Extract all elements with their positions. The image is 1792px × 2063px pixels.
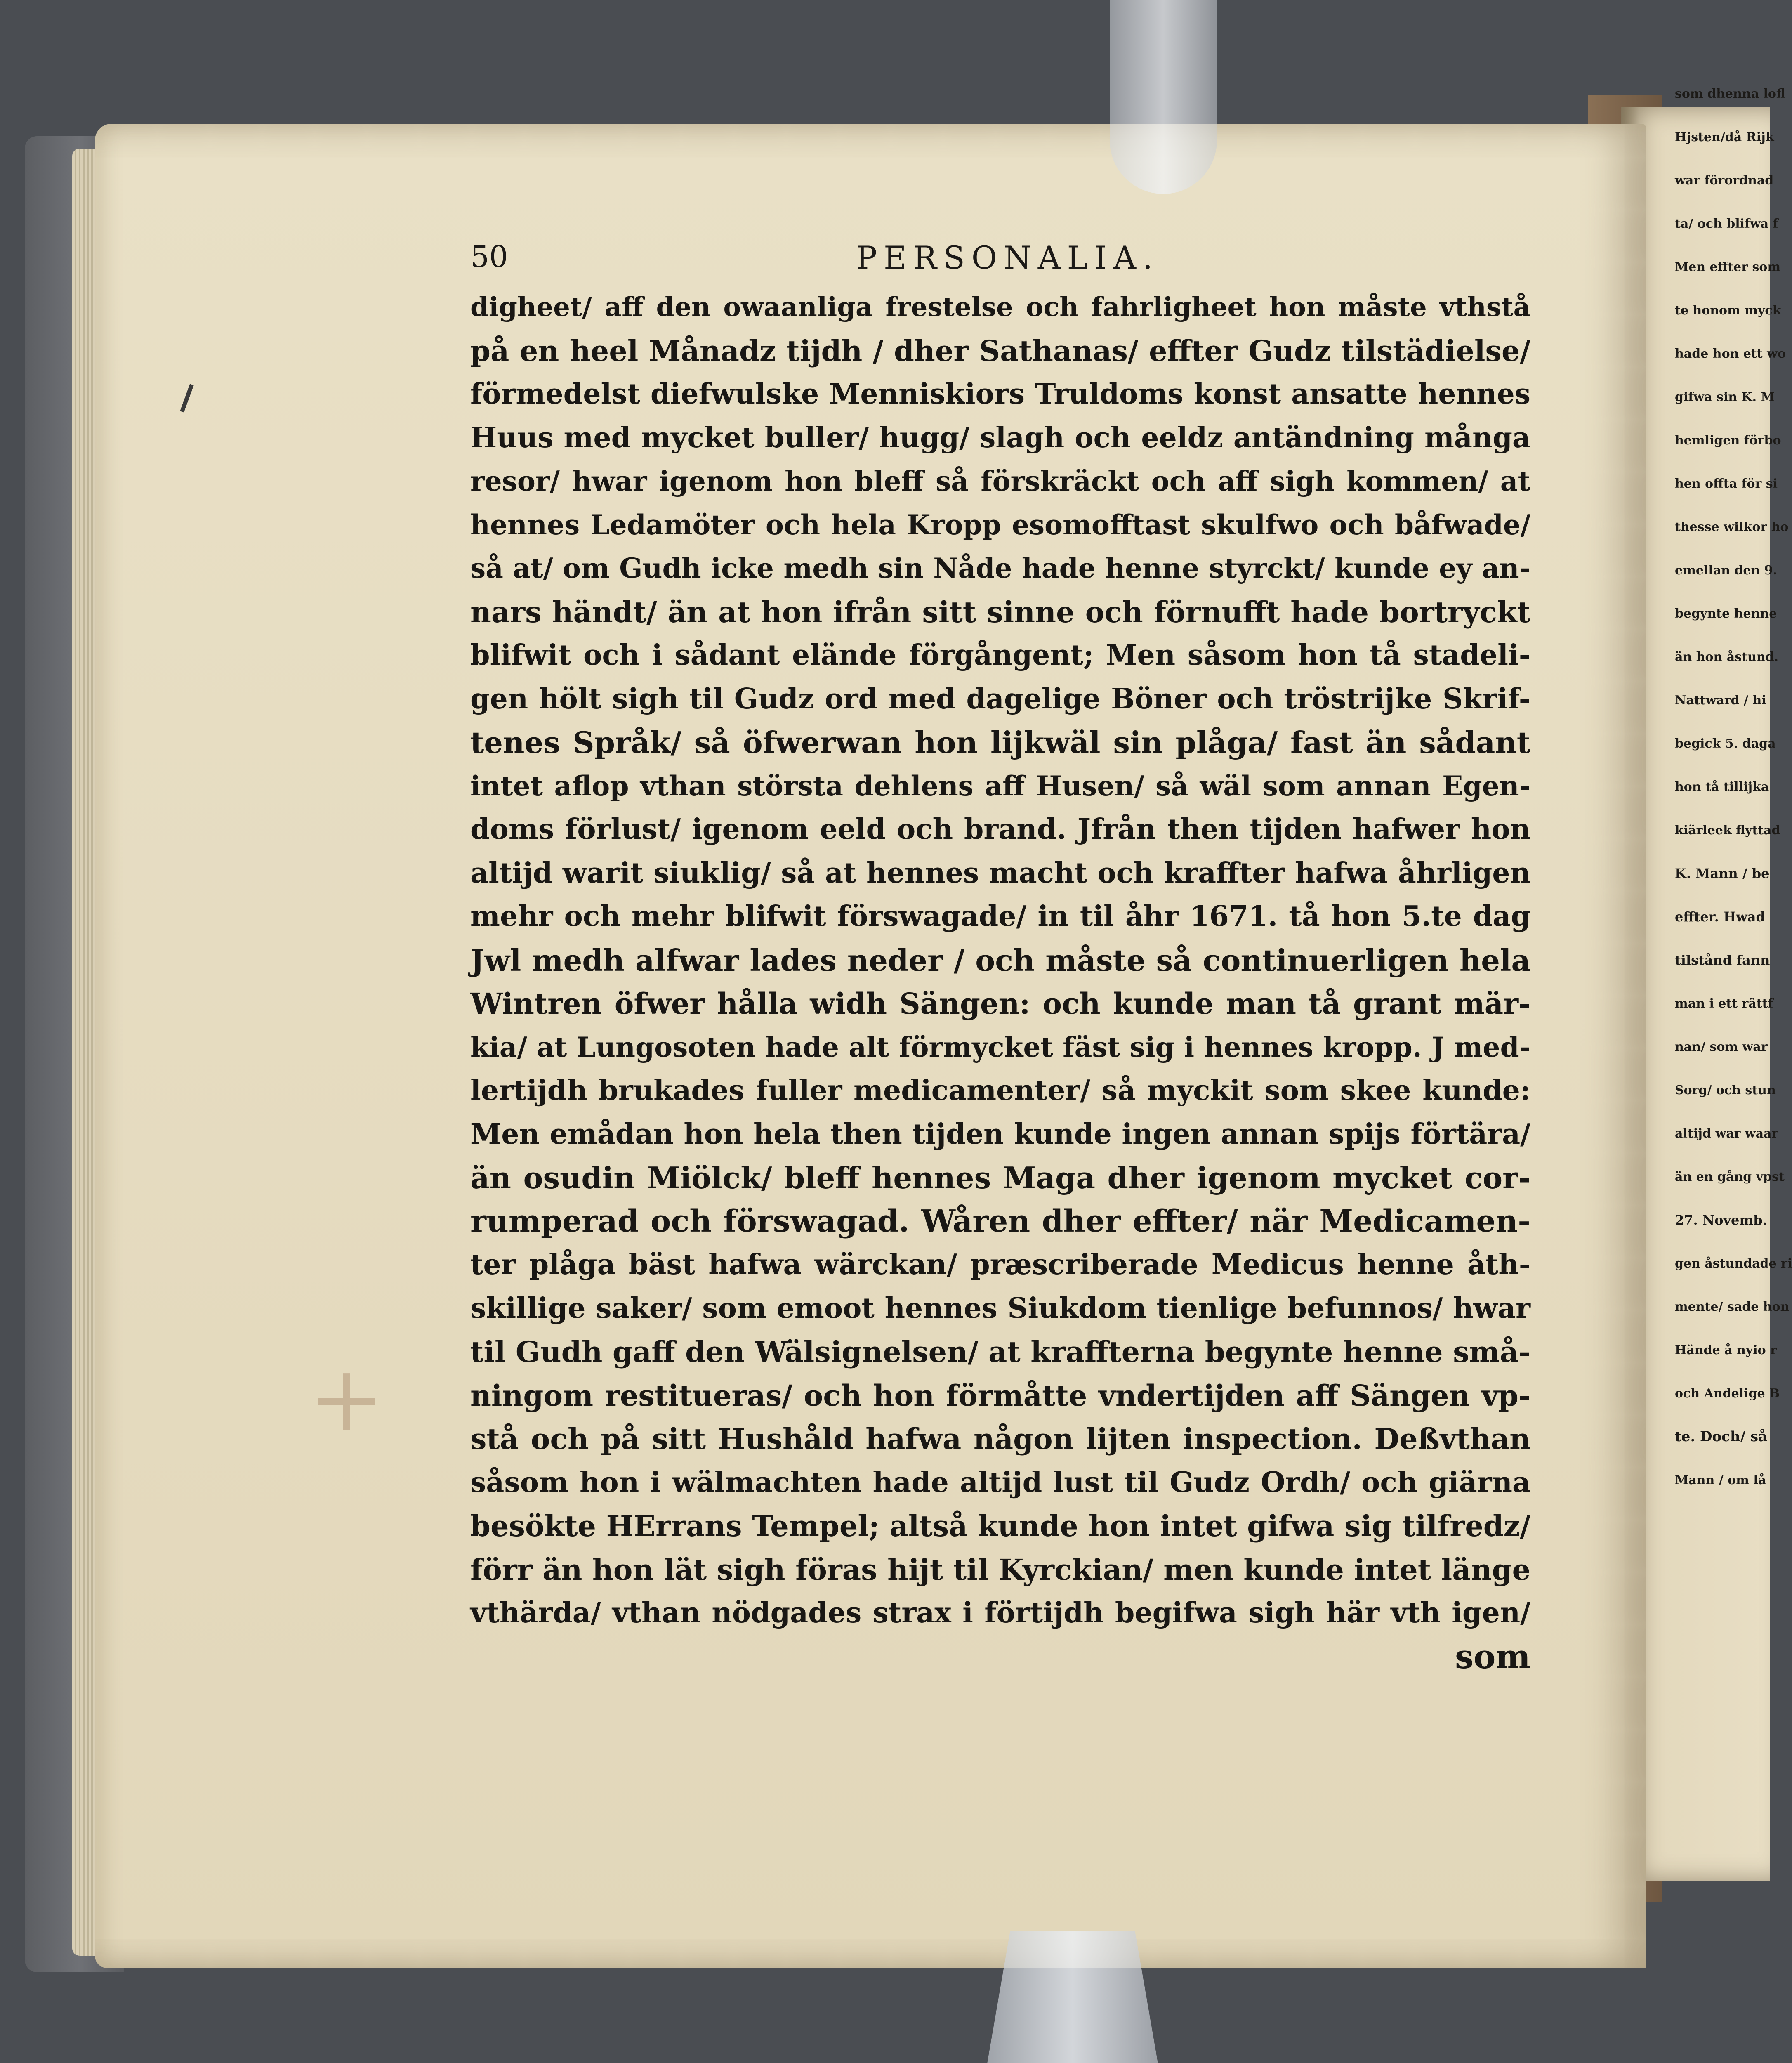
right-page-line: Hände å nyio r (1675, 1343, 1777, 1357)
right-page-line: thesse wilkor ho (1675, 520, 1789, 534)
right-page-line: Nattward / hi (1675, 693, 1766, 708)
right-page-line: hade hon ett wo (1675, 347, 1786, 361)
right-page-line: begick 5. daga (1675, 736, 1776, 751)
right-page-line: Sorg/ och stun (1675, 1083, 1776, 1098)
right-page-line: emellan den 9. (1675, 563, 1778, 578)
page-number: 50 (470, 239, 508, 274)
right-page-line: hen offta för si (1675, 477, 1778, 491)
text-line: blifwit och i sådant elände förgångent; Men såsom hon tå stadeli- (470, 639, 1530, 672)
text-line: Wintren öfwer hålla widh Sängen: och kunde man tå grant mär- (470, 987, 1530, 1021)
text-line: ningom restitueras/ och hon förmåtte vndertijden aff Sängen vp- (470, 1378, 1530, 1413)
right-page-text (1675, 72, 1792, 1502)
text-line: hennes Ledamöter och hela Kropp esomofftast skulfwo och båfwade/ (470, 508, 1530, 541)
text-line: doms förlust/ igenom eeld och brand. Jfrån then tijden hafwer hon (470, 813, 1530, 846)
text-line: Jwl medh alfwar lades neder / och måste så continuerligen hela (470, 942, 1530, 978)
right-page-line: Hjsten/då Rijk (1675, 130, 1774, 144)
right-page-line: gifwa sin K. M (1675, 390, 1775, 404)
text-line: digheet/ aff den owaanliga frestelse och fahrligheet hon måste vthstå (470, 292, 1530, 323)
text-line: gen hölt sigh til Gudz ord med dagelige Böner och tröstrijke Skrif- (470, 682, 1530, 715)
right-page-line: war förordnad (1675, 173, 1774, 188)
text-line: intet aflop vthan största dehlens aff Husen/ så wäl som annan Egen- (470, 769, 1530, 802)
right-page-line: nan/ som war (1675, 1040, 1768, 1054)
right-page-line: te honom myck (1675, 303, 1781, 318)
right-page-line: man i ett rättf (1675, 996, 1773, 1011)
text-line: på en heel Månadz tijdh / dher Sathanas/ effter Gudz tilstädielse/ (470, 333, 1530, 368)
right-page-line: än en gång vpst (1675, 1170, 1785, 1184)
right-page-line: Mann / om lå (1675, 1473, 1766, 1487)
ink-stain-cross: + (308, 1346, 385, 1452)
text-line: så at/ om Gudh icke medh sin Nåde hade henne styrckt/ kunde ey an- (470, 552, 1530, 584)
text-line: resor/ hwar igenom hon bleff så förskräckt och aff sigh kommen/ at (470, 465, 1530, 497)
text-line: skillige saker/ som emoot hennes Siukdom tienlige befunnos/ hwar (470, 1291, 1530, 1325)
text-line: som (1455, 1637, 1530, 1676)
text-line: tenes Språk/ så öfwerwan hon lijkwäl sin plåga/ fast än sådant (470, 725, 1530, 760)
right-page-line: begynte henne (1675, 607, 1777, 621)
right-page-line: hon tå tillijka (1675, 780, 1769, 794)
text-line: mehr och mehr blifwit förswagade/ in til åhr 1671. tå hon 5.te dag (470, 900, 1530, 933)
running-head: PERSONALIA. (856, 239, 1160, 276)
right-page-line: som dhenna lofl (1675, 87, 1785, 101)
text-line: förr än hon lät sigh föras hijt til Kyrckian/ men kunde intet länge (470, 1552, 1530, 1587)
text-line: lertijdh brukades fuller medicamenter/ så myckit som skee kunde: (470, 1074, 1530, 1107)
right-page-line: och Andelige B (1675, 1386, 1780, 1401)
right-page-line: te. Doch/ så (1675, 1428, 1768, 1445)
right-page-line: kiärleek flyttad (1675, 823, 1780, 838)
right-page-line: än hon åstund. (1675, 650, 1779, 664)
page-header (470, 239, 1526, 276)
text-line: stå och på sitt Hushåld hafwa någon lijten inspection. Deßvthan (470, 1422, 1530, 1456)
text-line: Huus med mycket buller/ hugg/ slagh och eeldz antändning många (470, 421, 1530, 454)
text-line: Men emådan hon hela then tijden kunde ingen annan spijs förtära/ (470, 1117, 1530, 1151)
text-line: besökte HErrans Tempel; altså kunde hon intet gifwa sig tilfredz/ (470, 1509, 1530, 1543)
right-page-line: altijd war waar (1675, 1126, 1778, 1141)
text-line: förmedelst diefwulske Menniskiors Truldoms konst ansatte hennes (470, 378, 1530, 411)
right-page-line: 27. Novemb. (1675, 1212, 1767, 1228)
text-line: nars händt/ än at hon ifrån sitt sinne och förnufft hade bortryckt (470, 595, 1530, 629)
right-page-line: K. Mann / be (1675, 866, 1770, 881)
body-text (470, 286, 1530, 1678)
text-line: kia/ at Lungosoten hade alt förmycket fäst sig i hennes kropp. J med- (470, 1031, 1530, 1063)
right-page-line: effter. Hwad (1675, 909, 1765, 925)
text-line: rumperad och förswagad. Wåren dher effter/ när Medicamen- (470, 1203, 1530, 1239)
text-line: til Gudh gaff den Wälsignelsen/ at kraffterna begynte henne små- (470, 1335, 1530, 1369)
text-line: ter plåga bäst hafwa wärckan/ præscriberade Medicus henne åth- (470, 1248, 1530, 1281)
right-page-line: gen åstundade ri (1675, 1256, 1792, 1271)
right-page-line: hemligen förbo (1675, 433, 1781, 448)
right-page-line: mente/ sade hon (1675, 1300, 1790, 1314)
right-page-line: ta/ och blifwa f (1675, 217, 1778, 231)
right-page-line: tilstånd fann (1675, 952, 1770, 968)
text-line: altijd warit siuklig/ så at hennes macht och kraffter hafwa åhrligen (470, 856, 1530, 890)
text-line: än osudin Miölck/ bleff hennes Maga dher igenom mycket cor- (470, 1160, 1530, 1195)
page-holder-clip-top (1110, 0, 1217, 194)
right-page-line: Men effter som (1675, 260, 1781, 274)
text-line: vthärda/ vthan nödgades strax i förtijdh begifwa sigh här vth igen/ (470, 1596, 1530, 1629)
text-line: såsom hon i wälmachten hade altijd lust til Gudz Ordh/ och giärna (470, 1466, 1530, 1499)
